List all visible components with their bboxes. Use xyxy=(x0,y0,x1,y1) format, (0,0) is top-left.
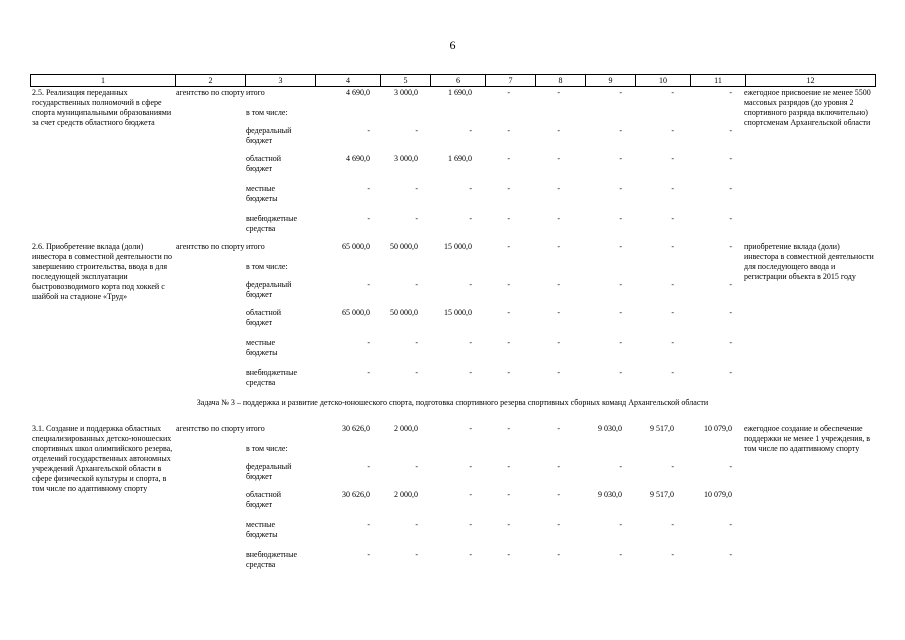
value-cell: - xyxy=(619,368,622,377)
value-cell: - xyxy=(619,550,622,559)
value-cell: - xyxy=(729,520,732,529)
value-cell: - xyxy=(557,126,560,135)
value-cell: - xyxy=(557,490,560,499)
funding-source-label: областной бюджет xyxy=(246,154,282,173)
value-cell: - xyxy=(469,550,472,559)
funding-source-label: федеральный бюджет xyxy=(246,126,292,145)
section-result: ежегодное присвоение не менее 5500 массовых разрядов (до уровня 2 спортивного разряда включительно) спортсменам Архангельской области xyxy=(744,88,871,127)
value-cell: 10 079,0 xyxy=(704,424,732,433)
value-cell: 9 030,0 xyxy=(598,424,622,433)
funding-source-label: в том числе: xyxy=(246,262,288,271)
value-cell: - xyxy=(557,520,560,529)
value-cell: - xyxy=(671,154,674,163)
header-col-8: 8 xyxy=(536,75,586,87)
funding-source-label: внебюджетные средства xyxy=(246,550,297,569)
value-cell: - xyxy=(469,368,472,377)
value-cell: - xyxy=(557,280,560,289)
value-cell: - xyxy=(619,338,622,347)
header-col-6: 6 xyxy=(431,75,486,87)
column-header-table xyxy=(30,74,876,87)
value-cell: - xyxy=(415,184,418,193)
value-cell: - xyxy=(671,126,674,135)
value-cell: - xyxy=(671,280,674,289)
table-row xyxy=(30,184,875,214)
value-cell: - xyxy=(507,424,510,433)
section-result: ежегодное создание и обеспечение поддержки не менее 1 учреждения, в том числе по адаптивному спорту xyxy=(744,424,871,453)
value-cell: - xyxy=(729,462,732,471)
value-cell: 30 626,0 xyxy=(342,424,370,433)
value-cell: - xyxy=(619,88,622,97)
value-cell: - xyxy=(671,462,674,471)
value-cell: - xyxy=(415,520,418,529)
table-row xyxy=(30,550,875,580)
value-cell: - xyxy=(415,280,418,289)
header-col-9: 9 xyxy=(586,75,636,87)
value-cell: - xyxy=(507,520,510,529)
funding-source-label: местные бюджеты xyxy=(246,520,278,539)
value-cell: - xyxy=(469,424,472,433)
value-cell: 50 000,0 xyxy=(390,308,418,317)
table-row xyxy=(30,154,875,184)
funding-source-label: федеральный бюджет xyxy=(246,280,292,299)
value-cell: - xyxy=(469,520,472,529)
value-cell: - xyxy=(507,242,510,251)
section-title: 2.6. Приобретение вклада (доли) инвестора в совместной деятельности по завершению строительства, ввода в для последующей эксплуатации быстровозводимого корта под хоккей с шайбой на стадионе «Труд» xyxy=(32,242,173,301)
value-cell: - xyxy=(729,184,732,193)
value-cell: - xyxy=(507,308,510,317)
section-agency: агентство по спорту xyxy=(176,424,245,433)
value-cell: 3 000,0 xyxy=(394,154,418,163)
value-cell: 10 079,0 xyxy=(704,490,732,499)
value-cell: - xyxy=(415,462,418,471)
value-cell: - xyxy=(469,338,472,347)
value-cell: - xyxy=(729,550,732,559)
section-agency: агентство по спорту xyxy=(176,88,245,97)
funding-source-label: итого xyxy=(246,424,265,433)
value-cell: - xyxy=(619,214,622,223)
value-cell: - xyxy=(557,338,560,347)
header-col-11: 11 xyxy=(691,75,746,87)
value-cell: - xyxy=(671,368,674,377)
header-col-4: 4 xyxy=(316,75,381,87)
value-cell: - xyxy=(557,184,560,193)
value-cell: - xyxy=(671,550,674,559)
value-cell: 15 000,0 xyxy=(444,308,472,317)
funding-source-label: итого xyxy=(246,242,265,251)
section-2.5 xyxy=(30,88,875,238)
value-cell: - xyxy=(729,214,732,223)
funding-source-label: итого xyxy=(246,88,265,97)
value-cell: 9 517,0 xyxy=(650,424,674,433)
funding-source-label: внебюджетные средства xyxy=(246,214,297,233)
value-cell: - xyxy=(469,462,472,471)
value-cell: - xyxy=(619,126,622,135)
value-cell: - xyxy=(367,520,370,529)
value-cell: - xyxy=(367,368,370,377)
task-3-title: Задача № 3 – поддержка и развитие детско-юношеского спорта, подготовка спортивного резерва спортивных сборных команд Архангельской области xyxy=(196,398,709,407)
section-title: 2.5. Реализация переданных государственных полномочий в сфере спорта муниципальными образованиями за счет средств областного бюджета xyxy=(32,88,172,127)
value-cell: - xyxy=(729,338,732,347)
funding-source-label: внебюджетные средства xyxy=(246,368,297,387)
value-cell: - xyxy=(507,126,510,135)
value-cell: - xyxy=(415,368,418,377)
value-cell: - xyxy=(507,280,510,289)
table-row xyxy=(30,214,875,244)
value-cell: 15 000,0 xyxy=(444,242,472,251)
value-cell: - xyxy=(469,280,472,289)
header-col-12: 12 xyxy=(746,75,876,87)
value-cell: 2 000,0 xyxy=(394,424,418,433)
value-cell: - xyxy=(507,214,510,223)
value-cell: 4 690,0 xyxy=(346,88,370,97)
value-cell: - xyxy=(729,280,732,289)
value-cell: - xyxy=(729,88,732,97)
section-agency: агентство по спорту xyxy=(176,242,245,251)
table-row xyxy=(30,338,875,368)
value-cell: 65 000,0 xyxy=(342,308,370,317)
header-col-1: 1 xyxy=(31,75,176,87)
table-row xyxy=(30,308,875,338)
value-cell: - xyxy=(415,126,418,135)
value-cell: - xyxy=(507,368,510,377)
value-cell: 2 000,0 xyxy=(394,490,418,499)
value-cell: - xyxy=(619,242,622,251)
value-cell: - xyxy=(619,308,622,317)
value-cell: - xyxy=(557,214,560,223)
funding-source-label: областной бюджет xyxy=(246,308,282,327)
value-cell: - xyxy=(507,154,510,163)
value-cell: - xyxy=(367,184,370,193)
section-title: 3.1. Создание и поддержка областных специализированных детско-юношеских спортивных школ олимпийского резерва, отделений государственных автономных учреждений Архангельской области в сфере физической культуры и спорта, в том числе по адаптивному спорту xyxy=(32,424,173,493)
value-cell: - xyxy=(619,280,622,289)
value-cell: - xyxy=(557,308,560,317)
value-cell: - xyxy=(671,88,674,97)
table-row xyxy=(30,462,875,492)
value-cell: 9 517,0 xyxy=(650,490,674,499)
value-cell: - xyxy=(367,214,370,223)
value-cell: - xyxy=(507,550,510,559)
section-2.6 xyxy=(30,242,875,392)
value-cell: 3 000,0 xyxy=(394,88,418,97)
funding-source-label: областной бюджет xyxy=(246,490,282,509)
value-cell: - xyxy=(367,126,370,135)
section-3.1 xyxy=(30,424,875,574)
value-cell: - xyxy=(557,154,560,163)
page-number: 6 xyxy=(449,38,456,52)
table-row xyxy=(30,126,875,156)
table-row xyxy=(30,368,875,398)
value-cell: - xyxy=(415,550,418,559)
value-cell: - xyxy=(415,338,418,347)
value-cell: - xyxy=(469,126,472,135)
header-col-10: 10 xyxy=(636,75,691,87)
value-cell: - xyxy=(367,338,370,347)
value-cell: - xyxy=(557,462,560,471)
value-cell: - xyxy=(507,88,510,97)
table-row xyxy=(30,520,875,550)
value-cell: - xyxy=(671,214,674,223)
value-cell: - xyxy=(507,490,510,499)
section-result: приобретение вклада (доли) инвестора в совместной деятельности для последующего ввода и регистрации объекта в 2015 году xyxy=(744,242,874,281)
value-cell: - xyxy=(729,242,732,251)
funding-source-label: местные бюджеты xyxy=(246,184,278,203)
value-cell: - xyxy=(469,214,472,223)
value-cell: - xyxy=(415,214,418,223)
value-cell: - xyxy=(507,338,510,347)
value-cell: 1 690,0 xyxy=(448,88,472,97)
table-row xyxy=(30,280,875,310)
table-row xyxy=(30,490,875,520)
value-cell: - xyxy=(367,550,370,559)
value-cell: - xyxy=(367,280,370,289)
value-cell: - xyxy=(729,368,732,377)
value-cell: - xyxy=(619,154,622,163)
value-cell: - xyxy=(557,242,560,251)
header-col-5: 5 xyxy=(381,75,431,87)
value-cell: 30 626,0 xyxy=(342,490,370,499)
value-cell: - xyxy=(619,462,622,471)
value-cell: - xyxy=(557,88,560,97)
funding-source-label: в том числе: xyxy=(246,444,288,453)
header-row xyxy=(31,75,876,87)
value-cell: 4 690,0 xyxy=(346,154,370,163)
value-cell: - xyxy=(469,184,472,193)
value-cell: - xyxy=(557,550,560,559)
value-cell: - xyxy=(469,490,472,499)
value-cell: - xyxy=(619,184,622,193)
funding-source-label: федеральный бюджет xyxy=(246,462,292,481)
value-cell: - xyxy=(557,368,560,377)
value-cell: 65 000,0 xyxy=(342,242,370,251)
funding-source-label: местные бюджеты xyxy=(246,338,278,357)
funding-source-label: в том числе: xyxy=(246,108,288,117)
value-cell: - xyxy=(729,308,732,317)
value-cell: - xyxy=(507,462,510,471)
value-cell: - xyxy=(729,154,732,163)
header-col-3: 3 xyxy=(246,75,316,87)
value-cell: - xyxy=(671,338,674,347)
header-col-7: 7 xyxy=(486,75,536,87)
value-cell: - xyxy=(557,424,560,433)
value-cell: - xyxy=(507,184,510,193)
value-cell: - xyxy=(367,462,370,471)
value-cell: 1 690,0 xyxy=(448,154,472,163)
value-cell: - xyxy=(671,308,674,317)
value-cell: - xyxy=(729,126,732,135)
header-col-2: 2 xyxy=(176,75,246,87)
value-cell: - xyxy=(619,520,622,529)
value-cell: - xyxy=(671,242,674,251)
value-cell: - xyxy=(671,520,674,529)
value-cell: 50 000,0 xyxy=(390,242,418,251)
value-cell: - xyxy=(671,184,674,193)
value-cell: 9 030,0 xyxy=(598,490,622,499)
